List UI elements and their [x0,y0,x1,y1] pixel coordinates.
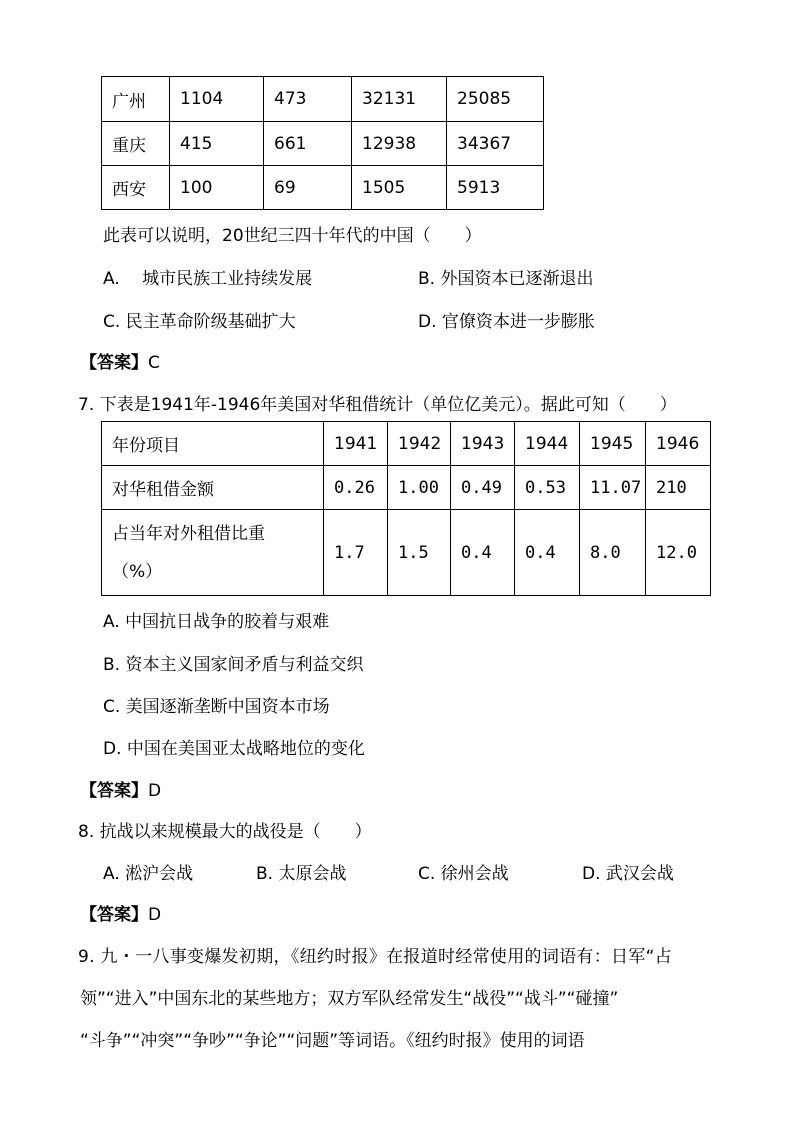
row-label-line: （%） [112,561,163,582]
table-cell: 1505 [352,166,447,210]
q7-answer [80,776,161,801]
table-cell: 12938 [352,122,447,166]
table-cell: 210 [646,466,711,510]
table-header-row [102,422,711,466]
table-cell: 0.53 [515,466,580,510]
table-cell: 415 [170,122,264,166]
q9-line-2: 领”“进入”中国东北的某些地方；双方军队经常发生“战役”“战斗”“碰撞” [80,989,619,1009]
table-cell: 西安 [102,166,170,210]
q7-option-d: D. 中国在美国亚太战略地位的变化 [103,739,365,759]
q6-option-d: D. 官僚资本进一步膨胀 [418,312,595,332]
q8-answer [80,900,161,925]
header-cell: 1943 [451,422,515,466]
answer-value: C [148,353,160,373]
q7-stem: 7. 下表是1941年-1946年美国对华租借统计（单位亿美元）。据此可知（ ） [78,395,677,415]
table-cell: 5913 [447,166,544,210]
table-cell: 661 [264,122,352,166]
table-cell: 12.0 [646,510,711,596]
table-cell: 1.00 [388,466,451,510]
q6-option-b: B. 外国资本已逐渐退出 [418,269,594,289]
header-cell: 1944 [515,422,580,466]
table-cell: 对华租借金额 [102,466,324,510]
header-cell: 1942 [388,422,451,466]
table-cell: 25085 [447,77,544,122]
table-cell: 11.07 [580,466,646,510]
q7-option-c: C. 美国逐渐垄断中国资本市场 [103,697,330,717]
table-cell: 473 [264,77,352,122]
table-cell: 34367 [447,122,544,166]
q8-option-a: A. 淞沪会战 [103,864,194,884]
table-row [102,77,544,122]
answer-label: 【答案】 [80,905,148,925]
q7-option-b: B. 资本主义国家间矛盾与利益交织 [103,655,364,675]
q8-option-b: B. 太原会战 [256,864,347,884]
table-cell: 重庆 [102,122,170,166]
city-data-table [101,76,544,210]
q9-line-3: “斗争”“冲突”“争吵”“争论”“问题”等词语。《纽约时报》使用的词语 [80,1031,585,1051]
table-row [102,166,544,210]
table-cell: 广州 [102,77,170,122]
table-cell: 1.5 [388,510,451,596]
header-cell: 年份项目 [102,422,324,466]
header-cell: 1941 [324,422,388,466]
q7-option-a: A. 中国抗日战争的胶着与艰难 [103,612,330,632]
table-row [102,510,711,596]
table-cell: 69 [264,166,352,210]
q9-line-1: 9. 九・一八事变爆发初期，《纽约时报》在报道时经常使用的词语有：日军“占 [78,947,673,967]
answer-value: D [148,905,162,925]
table-cell: 8.0 [580,510,646,596]
lend-lease-table [101,421,711,596]
q8-stem: 8. 抗战以来规模最大的战役是（ ） [78,822,372,842]
table-row [102,122,544,166]
table-cell: 1.7 [324,510,388,596]
q6-stem: 此表可以说明，20世纪三四十年代的中国（ ） [103,226,482,246]
answer-value: D [148,781,162,801]
header-cell: 1945 [580,422,646,466]
row-label-line: 占当年对外租借比重 [112,523,265,544]
table-cell [102,510,324,596]
table-cell: 100 [170,166,264,210]
table-cell: 1104 [170,77,264,122]
q6-option-a: A. 城市民族工业持续发展 [103,269,313,289]
table-cell: 0.26 [324,466,388,510]
table-cell: 0.4 [451,510,515,596]
table-cell: 0.49 [451,466,515,510]
answer-label: 【答案】 [80,353,148,373]
q8-option-d: D. 武汉会战 [582,864,674,884]
table-cell: 32131 [352,77,447,122]
q6-option-c: C. 民主革命阶级基础扩大 [103,312,296,332]
header-cell: 1946 [646,422,711,466]
answer-label: 【答案】 [80,781,148,801]
table-row [102,466,711,510]
q6-answer [80,348,160,373]
q8-option-c: C. 徐州会战 [418,864,509,884]
table-cell: 0.4 [515,510,580,596]
